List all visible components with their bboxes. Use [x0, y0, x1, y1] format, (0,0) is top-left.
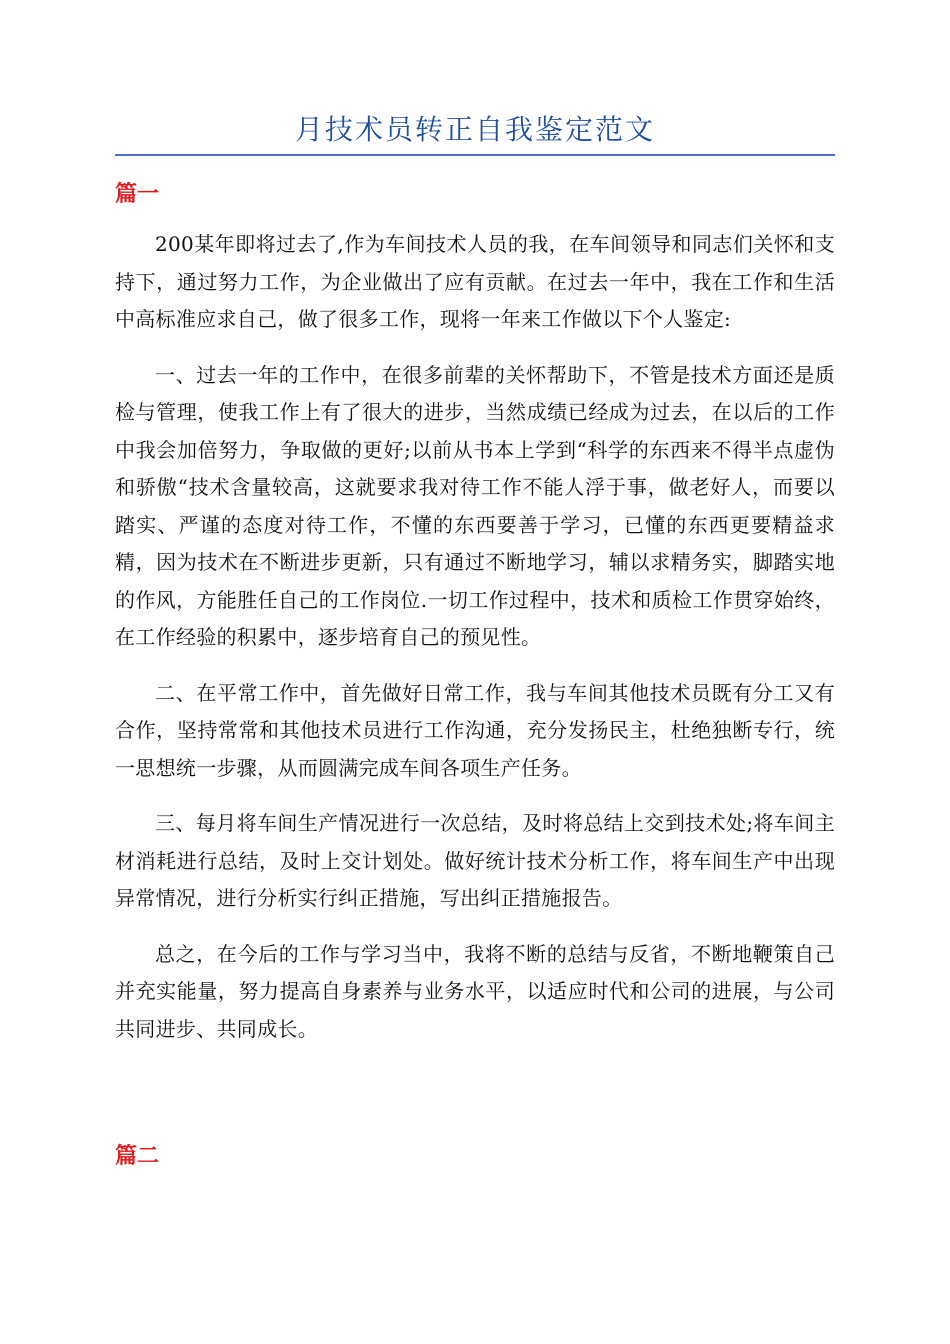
- document-title: 月技术员转正自我鉴定范文: [294, 113, 655, 146]
- section-heading-1: 篇一: [115, 182, 160, 207]
- paragraph-4: 三、每月将车间生产情况进行一次总结，及时将总结上交到技术处;将车间主材消耗进行总结，及时上交计划处。做好统计技术分析工作，将车间生产中出现异常情况，进行分析实行纠正措施，写出纠正措施报告。: [115, 811, 835, 910]
- section-1-body: [115, 226, 835, 1066]
- title-underline: [115, 154, 835, 156]
- section-heading-2: 篇二: [115, 1144, 160, 1169]
- paragraph-2: 一、过去一年的工作中，在很多前辈的关怀帮助下，不管是技术方面还是质检与管理，使我工作上有了很大的进步，当然成绩已经成为过去，在以后的工作中我会加倍努力，争取做的更好;以前从书本上学到“科学的东西来不得半点虚伪和骄傲“技术含量较高，这就要求我对待工作不能人浮于事，做老好人，而要以踏实、严谨的态度对待工作，不懂的东西要善于学习，已懂的东西更要精益求精，因为技术在不断进步更新，只有通过不断地学习，辅以求精务实，脚踏实地的作风，方能胜任自己的工作岗位.一切工作过程中，技术和质检工作贯穿始终，在工作经验的积累中，逐步培育自己的预见性。: [115, 362, 835, 649]
- paragraph-3: 二、在平常工作中，首先做好日常工作，我与车间其他技术员既有分工又有合作，坚持常常和其他技术员进行工作沟通，充分发扬民主，杜绝独断专行，统一思想统一步骤，从而圆满完成车间各项生产任务。: [115, 680, 835, 780]
- paragraph-1: 200某年即将过去了,作为车间技术人员的我，在车间领导和同志们关怀和支持下，通过努力工作，为企业做出了应有贡献。在过去一年中，我在工作和生活中高标准应求自己，做了很多工作，现将一年来工作做以下个人鉴定:: [115, 232, 835, 331]
- paragraph-5: 总之，在今后的工作与学习当中，我将不断的总结与反省，不断地鞭策自己并充实能量，努力提高自身素养与业务水平，以适应时代和公司的进展，与公司共同进步、共同成长。: [115, 941, 835, 1041]
